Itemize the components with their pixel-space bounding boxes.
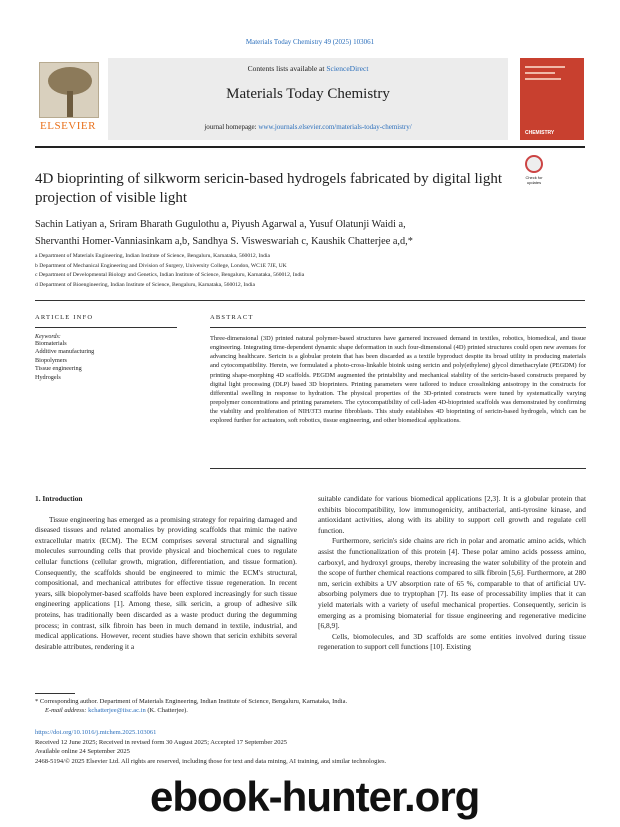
body-right-column [318, 494, 586, 653]
homepage-link[interactable]: www.journals.elsevier.com/materials-today-chemistry/ [258, 123, 412, 131]
elsevier-logo [35, 60, 101, 136]
sciencedirect-link[interactable]: ScienceDirect [326, 64, 369, 73]
paragraph: Tissue engineering has emerged as a promising strategy for repairing damaged and diseased tissues and related anomalies by providing scaffolds that mimic the native extracellular matrix (ECM). The ECM comprises several structural and signalling molecules surrounding cells that provide physical and biochemical cues to regulate cellular functions (cellular growth, migration, differentiation, and tissue formation). Consequently, the scaffolds should be engineered to mimic the ECM's structural, compositional, and mechanical attributes for effective tissue regeneration. In recent years, silk biopolymer-based scaffolds have been explored increasingly for such tissue engineering applications [1]. Among these, silk sericin, a group of adhesive silk proteins, has traditionally been discarded as a waste product during the degumming process; in contrast, silk fibroin has been in much demand in textile, industrial, and medical applications. However, recent studies have shown that sericin exhibits several desirable attributes, rendering it a [35, 514, 297, 651]
email-line [35, 706, 585, 715]
journal-title: Materials Today Chemistry [226, 86, 390, 102]
body-left-column [35, 494, 297, 652]
available-online: Available online 24 September 2025 [35, 748, 130, 755]
abstract-text: Three-dimensional (3D) printed natural polymer-based structures have garnered increased demand in textiles, robotics, biomedical, and tissue engineering. Integrating time-dependent dynamic shape deformation in such four-dimensional (4D) printed structures could open new avenues for advancing healthcare. Sericin is a globular protein that has been discarded as a textile byproduct despite its broad utility in producing materials and cytocompatibility. Herein, we formulated a photo-cross-linkable bioink using sericin and poly(ethylene) glycol dimethacrylate (PEGDM) for printing shape-morphing 4D scaffolds. PEGDM augmented the printability and mechanical stability of the sericin-based constructs prepared by digital light processing (DLP) based 3D bioprinters. Printing parameters were tailored to induce crosslinking anisotropy in the constructs for differential swelling in response to hydration. The physical properties of the 3D-printed constructs were tuned by systematically varying prepolymer concentrations and printing parameters. The cytocompatibility of cell-laden 4D-bioprinted scaffolds was demonstrated by confirming the viability and proliferation of NIH/3T3 murine fibroblasts. This study establishes 4D bioprinting of sericin-based hydrogels, which can be explored further for actuators, soft robotics, tissue engineering, and other biomedical applications. [210, 335, 586, 425]
abstract-heading: ABSTRACT [210, 314, 254, 321]
homepage-line [108, 123, 508, 131]
publisher-logo-text: ELSEVIER [40, 120, 96, 132]
journal-reference[interactable]: Materials Today Chemistry 49 (2025) 103061 [245, 38, 375, 46]
affiliation-d: d Department of Bioengineering, Indian Institute of Science, Bengaluru, Karnataka, 560012, India [35, 281, 255, 288]
contents-prefix: Contents lists available at [247, 64, 327, 73]
paragraph: Cells, biomolecules, and 3D scaffolds are some entities involved during tissue regeneration to support cell functions [10]. Existing [318, 631, 586, 652]
cover-text: CHEMISTRY [525, 130, 555, 136]
email-suffix: (K. Chatterjee). [145, 707, 188, 714]
check-updates-icon [525, 155, 543, 173]
authors-line-1[interactable]: Sachin Latiyan a, Sriram Bharath Gugulothu a, Piyush Agarwal a, Yusuf Olatunji Waidi a, [35, 219, 406, 230]
affiliations [35, 252, 585, 290]
footnote-rule [35, 693, 75, 694]
badge-text: Check for updates [525, 175, 543, 185]
article-title: 4D bioprinting of silkworm sericin-based hydrogels fabricated by digital light projection of visible light [35, 171, 502, 206]
keywords-block [35, 334, 175, 382]
info-rule [35, 327, 177, 328]
paragraph: suitable candidate for various biomedical applications [2,3]. It is a globular protein that exhibits biocompatibility, low immunogenicity, antibacterial, anti-tyrosine kinase, and antioxidant activities, along with its ability to support cell growth and regulate cell function. [318, 494, 586, 535]
keyword-item: Hydrogels [35, 373, 61, 381]
section-divider [35, 300, 585, 301]
abstract-rule [210, 327, 586, 328]
author-list [35, 216, 585, 250]
contents-line [108, 64, 508, 73]
corresponding-author: * Corresponding author. Department of Materials Engineering, Indian Institute of Science, Bengaluru, Karnataka, India. [35, 698, 348, 705]
keyword-item: Tissue engineering [35, 365, 82, 373]
keyword-item: Biomaterials [35, 340, 67, 347]
email-link[interactable]: kchatterjee@iisc.ac.in [88, 707, 146, 714]
elsevier-tree-icon [39, 62, 99, 118]
footnote [35, 697, 585, 715]
watermark-text: ebook-hunter.org [150, 773, 480, 820]
check-for-updates-badge[interactable] [521, 155, 547, 191]
doi-link[interactable]: https://doi.org/10.1016/j.mtchem.2025.103061 [35, 729, 157, 736]
affiliation-b: b Department of Mechanical Engineering and Division of Surgery, University College, London, WC1E 7JE, UK [35, 262, 287, 269]
keyword-item: Biopolymers [35, 356, 67, 364]
paragraph: Furthermore, sericin's side chains are rich in polar and aromatic amino acids, which assist the functionalization of this protein [4]. These polar amino acids possess amino, carboxyl, and hydroxyl groups, thereby increasing the water solubility of the protein and the scope of further chemical reactions compared to silk fibroin [5,6]. Furthermore, at 280 nm, sericin exhibits a UV absorption rate of 65 %, comparable to that of artificial UV-absorbing polymers due to tryptophan [7]. Its ease of processability implies that it can yield materials with a variety of useful mechanical properties. Consequently, sericin is emerging as a promising biomaterial for tissue engineering and regenerative medicine [6,8,9]. [318, 536, 586, 631]
header-rule [35, 146, 585, 148]
affiliation-c: c Department of Developmental Biology and Genetics, Indian Institute of Science, Bengaluru, Karnataka, 560012, India [35, 272, 305, 278]
journal-cover-thumbnail[interactable] [520, 58, 584, 140]
keywords-label: Keywords: [35, 334, 61, 340]
email-label: E-mail address: [45, 707, 89, 714]
homepage-prefix: journal homepage: [204, 123, 259, 131]
received-dates: Received 12 June 2025; Received in revised form 30 August 2025; Accepted 17 September 2025 [35, 738, 287, 746]
article-metadata [35, 728, 585, 766]
authors-line-2[interactable]: Shervanthi Homer-Vanniasinkam a,b, Sandhya S. Visweswariah c, Kaushik Chatterjee a,d,* [35, 236, 413, 247]
abstract-end-rule [210, 468, 586, 469]
introduction-heading: 1. Introduction [35, 494, 83, 503]
keyword-item: Additive manufacturing [35, 348, 95, 356]
affiliation-a: a Department of Materials Engineering, Indian Institute of Science, Bengaluru, Karnataka, 560012, India [35, 253, 271, 259]
copyright: 2468-5194/© 2025 Elsevier Ltd. All rights are reserved, including those for text and data mining, AI training, and similar technologies. [35, 757, 387, 765]
article-info-heading: ARTICLE INFO [35, 314, 94, 321]
